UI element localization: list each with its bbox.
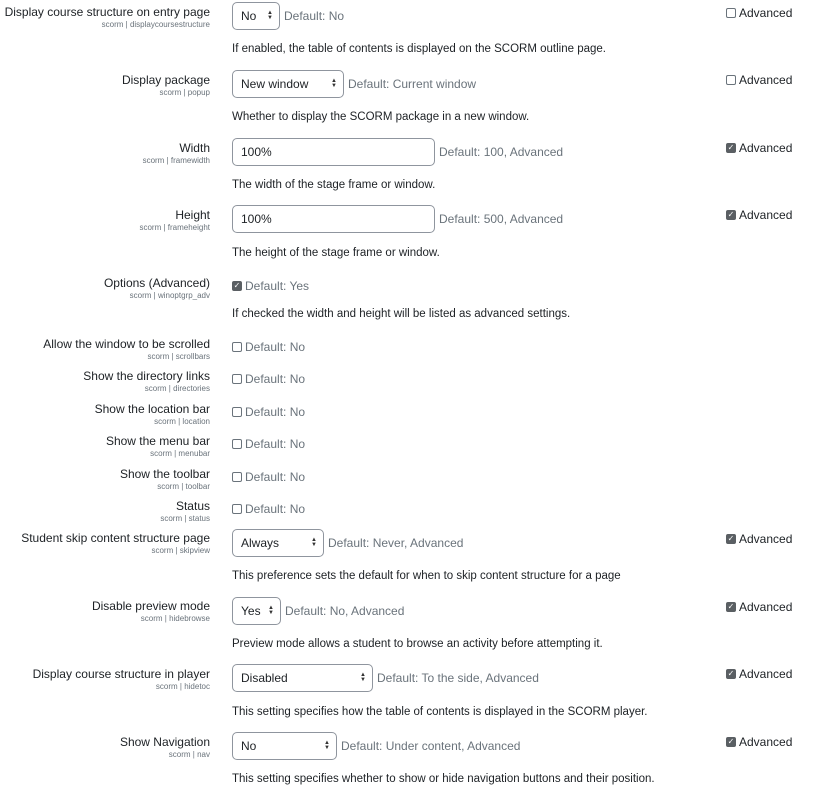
setting-label-block (0, 337, 210, 362)
default-text: Default: No (245, 470, 306, 484)
advanced-label: Advanced (739, 600, 793, 614)
setting-key: scorm | hidebrowse (140, 614, 210, 623)
directories-checkbox[interactable] (232, 374, 242, 384)
setting-key: scorm | hidetoc (155, 682, 210, 691)
setting-label: Width (179, 141, 210, 155)
hidetoc-select[interactable] (232, 664, 373, 692)
setting-label-block (0, 402, 210, 427)
chevron-updown-icon: ▲ ▼ (360, 672, 366, 683)
setting-description: The width of the stage frame or window. (232, 179, 436, 191)
setting-label: Display course structure in player (32, 667, 210, 681)
default-text: Default: Yes (245, 279, 310, 293)
advanced-checkbox[interactable]: ✓ (727, 143, 735, 152)
default-text: Default: No, Advanced (285, 604, 405, 618)
default-text: Default: Current window (348, 77, 477, 91)
setting-description: This setting specifies whether to show or hide navigation buttons and their position. (232, 773, 655, 785)
hidebrowse-select[interactable] (232, 597, 281, 625)
setting-label: Show the menu bar (105, 434, 210, 448)
setting-label: Show the toolbar (119, 467, 210, 481)
setting-description: If checked the width and height will be listed as advanced settings. (232, 308, 571, 320)
chevron-updown-icon: ▲ ▼ (267, 10, 273, 21)
setting-label-block (0, 467, 210, 492)
default-text: Default: Never, Advanced (328, 536, 464, 550)
advanced-checkbox[interactable]: ✓ (727, 210, 735, 219)
default-text: Default: No (245, 372, 306, 386)
setting-label: Display course structure on entry page (4, 5, 210, 19)
default-text: Default: No (284, 9, 345, 23)
select-value: No (241, 739, 257, 753)
default-text: Default: Under content, Advanced (341, 739, 521, 753)
setting-label-block (0, 599, 210, 624)
advanced-checkbox[interactable] (726, 8, 736, 18)
displaycoursestructure-select[interactable] (232, 2, 280, 30)
setting-key: scorm | directories (144, 384, 210, 393)
toolbar-checkbox[interactable] (232, 472, 242, 482)
setting-label: Show Navigation (119, 735, 210, 749)
setting-label-block (0, 434, 210, 459)
nav-select[interactable] (232, 732, 337, 760)
advanced-checkbox[interactable]: ✓ (727, 669, 735, 678)
setting-label-block (0, 208, 210, 233)
status-checkbox[interactable] (232, 504, 242, 514)
setting-key: scorm | toolbar (157, 482, 210, 491)
setting-label-block (0, 735, 210, 760)
setting-label: Show the directory links (83, 369, 210, 383)
default-text: Default: No (245, 502, 306, 516)
setting-label: Show the location bar (94, 402, 210, 416)
default-text: Default: No (245, 340, 306, 354)
setting-description: This setting specifies how the table of contents is displayed in the SCORM player. (232, 706, 648, 718)
default-text: Default: No (245, 405, 306, 419)
chevron-updown-icon: ▲ ▼ (331, 78, 337, 89)
advanced-checkbox[interactable]: ✓ (727, 602, 735, 611)
setting-label-block (0, 667, 210, 692)
winoptgrp-adv-checkbox[interactable]: ✓ (233, 281, 241, 290)
advanced-label: Advanced (739, 532, 793, 546)
setting-key: scorm | location (154, 417, 210, 426)
setting-label: Student skip content structure page (21, 531, 210, 545)
menubar-checkbox[interactable] (232, 439, 242, 449)
setting-description: The height of the stage frame or window. (232, 247, 440, 259)
select-value: No (241, 9, 257, 23)
setting-label: Disable preview mode (91, 599, 210, 613)
setting-label-block (0, 369, 210, 394)
setting-label: Display package (121, 73, 210, 87)
setting-label: Options (Advanced) (103, 276, 210, 290)
setting-key: scorm | skipview (151, 546, 210, 555)
setting-description: Preview mode allows a student to browse an activity before attempting it. (232, 638, 603, 650)
advanced-label: Advanced (739, 208, 793, 222)
setting-key: scorm | framewidth (142, 156, 210, 165)
setting-label-block (0, 499, 210, 524)
chevron-updown-icon: ▲ ▼ (311, 537, 317, 548)
default-text: Default: No (245, 437, 306, 451)
advanced-label: Advanced (739, 667, 793, 681)
skipview-select[interactable] (232, 529, 324, 557)
select-value: New window (241, 77, 309, 91)
framewidth-input[interactable]: 100% (232, 138, 435, 166)
setting-label-block (0, 276, 210, 301)
setting-label: Status (175, 499, 210, 513)
setting-description: If enabled, the table of contents is displayed on the SCORM outline page. (232, 43, 606, 55)
select-value: Disabled (241, 671, 288, 685)
chevron-updown-icon: ▲ ▼ (324, 740, 330, 751)
popup-select[interactable] (232, 70, 344, 98)
setting-key: scorm | status (160, 514, 210, 523)
setting-description: Whether to display the SCORM package in a new window. (232, 111, 530, 123)
setting-key: scorm | winoptgrp_adv (129, 291, 210, 300)
setting-label: Height (175, 208, 210, 222)
advanced-label: Advanced (739, 141, 793, 155)
advanced-checkbox[interactable]: ✓ (727, 534, 735, 543)
advanced-label: Advanced (739, 6, 793, 20)
advanced-checkbox[interactable] (726, 75, 736, 85)
setting-label-block (0, 73, 210, 98)
setting-key: scorm | popup (159, 88, 210, 97)
setting-label-block (0, 531, 210, 556)
select-value: Yes (241, 604, 261, 618)
setting-key: scorm | frameheight (139, 223, 210, 232)
setting-key: scorm | menubar (150, 449, 210, 458)
advanced-label: Advanced (739, 735, 793, 749)
frameheight-input[interactable]: 100% (232, 205, 435, 233)
setting-key: scorm | scrollbars (147, 352, 210, 361)
setting-key: scorm | nav (168, 750, 210, 759)
default-text: Default: 100, Advanced (439, 145, 564, 159)
setting-label: Allow the window to be scrolled (43, 337, 210, 351)
setting-description: This preference sets the default for when to skip content structure for a page (232, 570, 621, 582)
setting-label-block (0, 5, 210, 30)
chevron-updown-icon: ▲ ▼ (268, 605, 274, 616)
advanced-checkbox[interactable]: ✓ (727, 737, 735, 746)
setting-key: scorm | displaycoursestructure (101, 20, 210, 29)
location-checkbox[interactable] (232, 407, 242, 417)
advanced-label: Advanced (739, 73, 793, 87)
scrollbars-checkbox[interactable] (232, 342, 242, 352)
setting-label-block (0, 141, 210, 166)
default-text: Default: To the side, Advanced (377, 671, 539, 685)
select-value: Always (241, 536, 280, 550)
default-text: Default: 500, Advanced (439, 212, 564, 226)
